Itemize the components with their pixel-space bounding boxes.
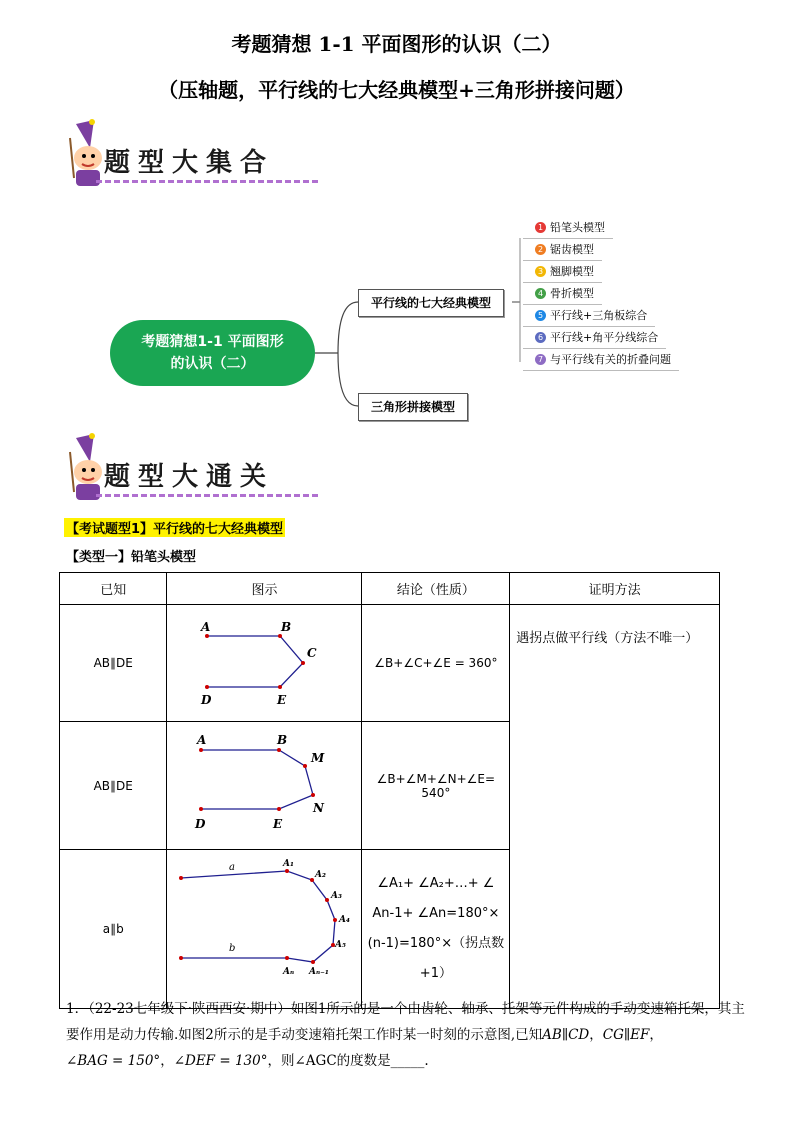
svg-text:N: N [313, 801, 325, 815]
number-badge-icon: 5 [535, 310, 546, 321]
svg-text:b: b [229, 943, 236, 954]
cell-figure [167, 722, 362, 850]
svg-text:Aₙ: Aₙ [283, 967, 295, 977]
number-badge-icon: 7 [535, 354, 546, 365]
svg-text:A₁: A₁ [283, 859, 295, 869]
number-badge-icon: 2 [535, 244, 546, 255]
svg-text:A₅: A₅ [335, 940, 347, 950]
number-badge-icon: 4 [535, 288, 546, 299]
section-heading: 【考试题型1】平行线的七大经典模型 [64, 518, 285, 537]
number-badge-icon: 6 [535, 332, 546, 343]
table-row [60, 605, 720, 722]
cell-given: AB∥DE [60, 722, 167, 850]
svg-text:B: B [277, 733, 288, 747]
cell-conclusion: ∠B+∠C+∠E = 360° [362, 605, 510, 722]
cell-given: AB∥DE [60, 605, 167, 722]
banner-collection-text: 题型大集合 [104, 148, 275, 178]
mindmap-branch-triangle: 三角形拼接模型 [358, 393, 468, 421]
mindmap-branch-parallel-models: 平行线的七大经典模型 [358, 289, 504, 317]
svg-text:A: A [197, 733, 207, 747]
banner-practice-text: 题型大通关 [104, 462, 275, 492]
type-heading: 【类型一】铅笔头模型 [66, 550, 197, 565]
mindmap-leaf: 6 平行线+角平分线综合 [523, 328, 666, 349]
mindmap-leaf: 5 平行线+三角板综合 [523, 306, 655, 327]
svg-text:a: a [229, 862, 236, 873]
svg-text:A: A [201, 620, 211, 634]
mindmap-leaf: 4 骨折模型 [523, 284, 602, 305]
multi-turn-model-figure [167, 850, 361, 1005]
svg-text:D: D [201, 693, 212, 707]
mindmap-leaf: 7 与平行线有关的折叠问题 [523, 350, 679, 371]
cell-figure [167, 850, 362, 1009]
svg-text:B: B [281, 620, 292, 634]
cell-figure [167, 605, 362, 722]
mindmap-leaf: 2 锯齿模型 [523, 240, 602, 261]
col-header-conclusion: 结论（性质） [362, 573, 510, 605]
mindmap [0, 210, 793, 425]
cell-conclusion: ∠B+∠M+∠N+∠E= 540° [362, 722, 510, 850]
col-header-proof: 证明方法 [510, 573, 720, 605]
svg-text:M: M [311, 751, 325, 765]
col-header-given: 已知 [60, 573, 167, 605]
banner-collection [64, 118, 294, 196]
svg-text:E: E [273, 817, 283, 831]
number-badge-icon: 1 [535, 222, 546, 233]
pencil-model-figure [167, 605, 361, 718]
svg-text:A₄: A₄ [339, 915, 351, 925]
number-badge-icon: 3 [535, 266, 546, 277]
cell-proof: 遇拐点做平行线（方法不唯一） [510, 605, 720, 1009]
svg-text:E: E [277, 693, 287, 707]
question-1: 1．（22-23七年级下·陕西西安·期中）如图1所示的是一个由齿轮、轴承、托架等元件构成的手动变速箱托架，其主要作用是动力传输.如图2所示的是手动变速箱托架工作时某一时刻的示意图,已知AB∥CD，CG∥EF， ∠BAG = 150°，∠DEF = 130°，则∠AGC的度数是_____. [66, 1001, 745, 1069]
banner-underline [96, 494, 318, 497]
cell-conclusion: ∠A₁+ ∠A₂+…+ ∠ An-1+ ∠An=180°× (n-1)=180°×（拐点数+1） [362, 850, 510, 1009]
cell-given: a∥b [60, 850, 167, 1009]
mindmap-root: 考题猜想1-1 平面图形的认识（二） [110, 320, 315, 386]
page-subtitle: （压轴题，平行线的七大经典模型+三角形拼接问题） [158, 78, 635, 102]
model-table [59, 572, 720, 1009]
mindmap-leaf: 3 翘脚模型 [523, 262, 602, 283]
banner-practice [64, 432, 294, 510]
page-title: 考题猜想 1-1 平面图形的认识（二） [231, 32, 562, 56]
pencil-model-figure-2 [167, 722, 361, 846]
svg-text:A₂: A₂ [315, 870, 327, 880]
svg-text:Aₙ₋₁: Aₙ₋₁ [309, 967, 330, 977]
svg-text:C: C [307, 646, 318, 660]
col-header-figure: 图示 [167, 573, 362, 605]
banner-underline [96, 180, 318, 183]
svg-text:D: D [195, 817, 206, 831]
table-header-row [60, 573, 720, 605]
svg-text:A₃: A₃ [331, 891, 343, 901]
mindmap-leaf: 1 铅笔头模型 [523, 218, 613, 239]
